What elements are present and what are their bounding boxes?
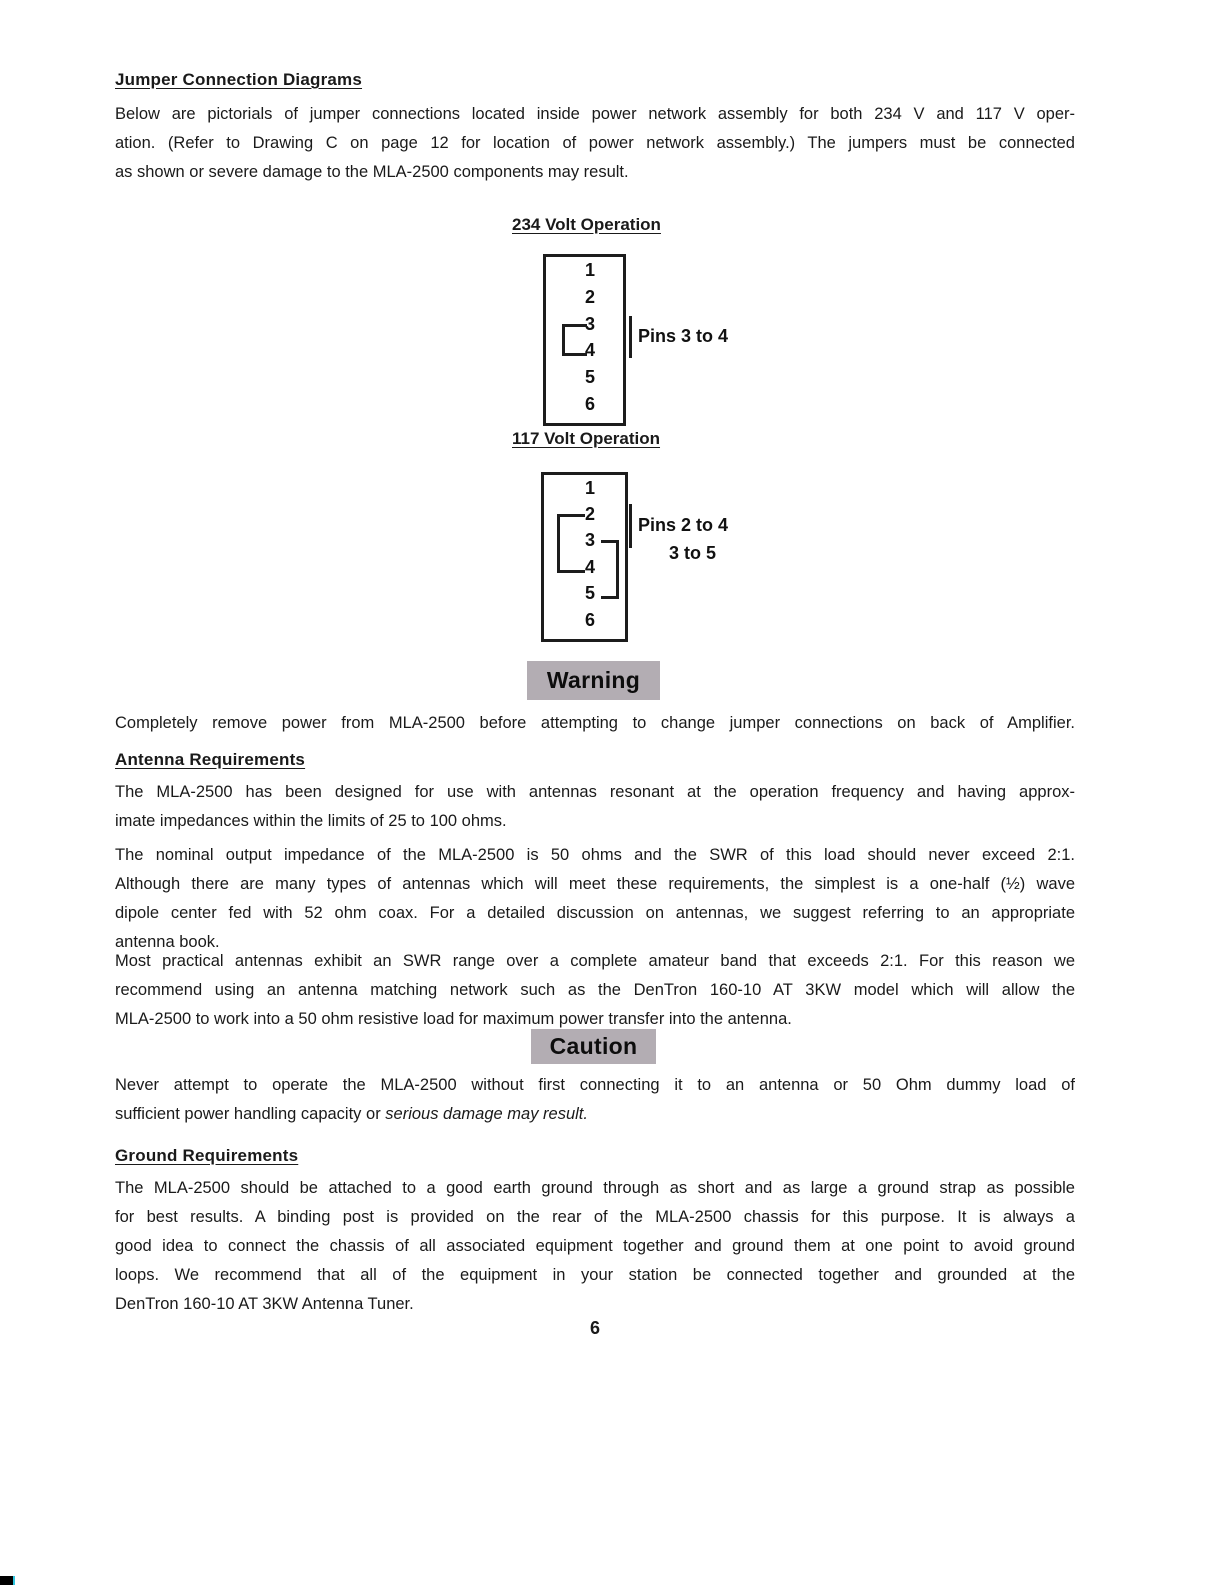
warning-paragraph xyxy=(115,709,1075,738)
jumper-bracket-pins-3-4 xyxy=(562,324,587,356)
pin-number: 3 xyxy=(584,314,595,334)
warning-badge: Warning xyxy=(527,661,660,700)
paragraph-line: The MLA-2500 should be attached to a good earth ground through as short and as large a ground strap as possible xyxy=(115,1179,1075,1197)
section-heading-jumper: Jumper Connection Diagrams xyxy=(115,70,363,89)
paragraph-line: The nominal output impedance of the MLA-2500 is 50 ohms and the SWR of this load should never exceed 2:1. xyxy=(115,846,1075,864)
label-tick-234v xyxy=(629,316,632,358)
paragraph-line: ation. (Refer to Drawing C on page 12 for location of power network assembly.) The jumpers must be connected xyxy=(115,134,1075,152)
paragraph-line: good idea to connect the chassis of all associated equipment together and ground them at one point to avoid ground xyxy=(115,1237,1075,1255)
diagram-title-117v: 117 Volt Operation xyxy=(512,429,661,448)
paragraph-line: antenna book. xyxy=(115,933,220,951)
pin-number: 6 xyxy=(584,394,595,414)
section-heading-antenna: Antenna Requirements xyxy=(115,750,306,769)
paragraph-line: Most practical antennas exhibit an SWR range over a complete amateur band that exceeds 2:1. For this reason we xyxy=(115,952,1075,970)
paragraph-line: MLA-2500 to work into a 50 ohm resistive load for maximum power transfer into the antenna. xyxy=(115,1010,792,1028)
paragraph-line: for best results. A binding post is provided on the rear of the MLA-2500 chassis for this purpose. It is always a xyxy=(115,1208,1075,1226)
paragraph-line: Completely remove power from MLA-2500 before attempting to change jumper connections on back of Amplifier. xyxy=(115,714,1075,732)
paragraph-line: recommend using an antenna matching network such as the DenTron 160-10 AT 3KW model which will allow the xyxy=(115,981,1075,999)
ground-paragraph xyxy=(115,1174,1075,1319)
pin-label-117v-line2: 3 to 5 xyxy=(669,543,717,563)
pin-number: 2 xyxy=(584,287,595,307)
paragraph-line: Below are pictorials of jumper connections located inside power network assembly for both 234 V and 117 V oper- xyxy=(115,105,1075,123)
scan-artifact-mark xyxy=(0,1576,15,1585)
label-tick-117v xyxy=(629,504,632,548)
caution-badge: Caution xyxy=(531,1029,656,1064)
pin-label-234v: Pins 3 to 4 xyxy=(638,326,729,346)
jumper-bracket-pins-2-4 xyxy=(557,514,585,573)
intro-paragraph xyxy=(115,100,1075,187)
caution-paragraph xyxy=(115,1071,1075,1129)
pin-number: 1 xyxy=(584,260,595,280)
paragraph-line: The MLA-2500 has been designed for use with antennas resonant at the operation frequency and having approx- xyxy=(115,783,1075,801)
caution-text-normal: sufficient power handling capacity or xyxy=(115,1105,386,1123)
page-number: 6 xyxy=(589,1318,600,1338)
pin-number: 5 xyxy=(584,583,595,603)
pin-number: 4 xyxy=(584,557,595,577)
paragraph-line: Although there are many types of antennas which will meet these requirements, the simplest is a one-half (½) wave xyxy=(115,875,1075,893)
paragraph-line: as shown or severe damage to the MLA-2500 components may result. xyxy=(115,163,629,181)
pin-number: 2 xyxy=(584,504,595,524)
antenna-paragraph-1 xyxy=(115,778,1075,836)
pin-number: 1 xyxy=(584,478,595,498)
pin-label-117v-line1: Pins 2 to 4 xyxy=(638,515,729,535)
antenna-paragraph-2 xyxy=(115,841,1075,957)
jumper-bracket-pins-3-5 xyxy=(601,540,619,599)
caution-text-italic: serious damage may result. xyxy=(385,1105,588,1123)
paragraph-line: dipole center fed with 52 ohm coax. For a detailed discussion on antennas, we suggest referring to an appropriate xyxy=(115,904,1075,922)
pin-number: 3 xyxy=(584,530,595,550)
paragraph-line: Never attempt to operate the MLA-2500 without first connecting it to an antenna or 50 Ohm dummy load of xyxy=(115,1076,1075,1094)
paragraph-line: imate impedances within the limits of 25 to 100 ohms. xyxy=(115,812,507,830)
pin-number: 4 xyxy=(584,340,595,360)
pin-number: 5 xyxy=(584,367,595,387)
paragraph-line: DenTron 160-10 AT 3KW Antenna Tuner. xyxy=(115,1295,414,1313)
pin-number: 6 xyxy=(584,610,595,630)
antenna-paragraph-3 xyxy=(115,947,1075,1034)
section-heading-ground: Ground Requirements xyxy=(115,1146,299,1165)
paragraph-line: loops. We recommend that all of the equipment in your station be connected together and grounded at the xyxy=(115,1266,1075,1284)
diagram-title-234v: 234 Volt Operation xyxy=(512,215,661,234)
paragraph-line xyxy=(115,1100,1075,1129)
